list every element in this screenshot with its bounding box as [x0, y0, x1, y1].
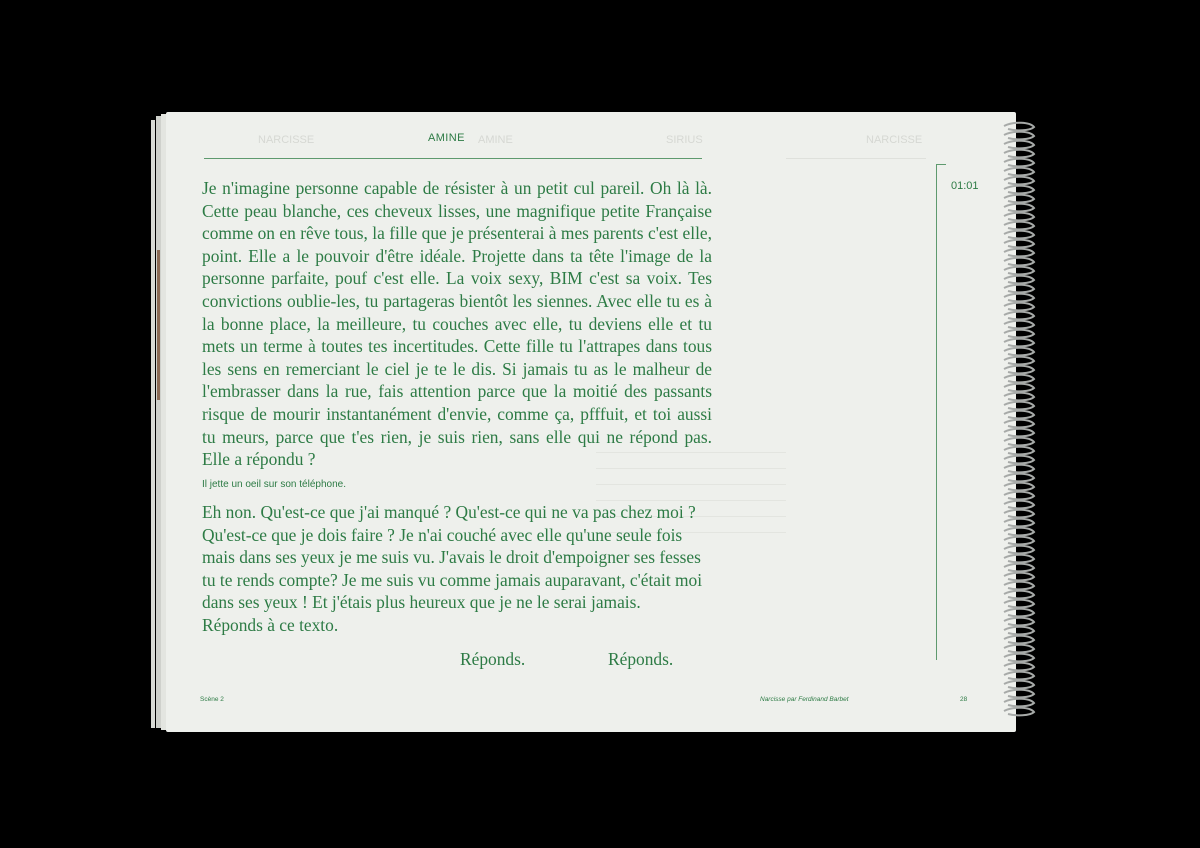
show-through-text: NARCISSE	[258, 134, 315, 146]
spiral-coil	[1004, 132, 1034, 140]
spiral-coil	[1004, 627, 1034, 635]
reponds-line: Réponds.	[608, 649, 674, 669]
spiral-coil	[1004, 582, 1034, 590]
spiral-coil	[1004, 654, 1034, 662]
spiral-coil	[1004, 501, 1034, 509]
spiral-coil	[1004, 240, 1034, 248]
spiral-coil	[1004, 699, 1034, 707]
spiral-coil	[1004, 519, 1034, 527]
spiral-coil	[1004, 483, 1034, 491]
spiral-coil	[1004, 141, 1034, 149]
spiral-coil	[1004, 303, 1034, 311]
spiral-coil	[1004, 249, 1034, 257]
show-through-text: SIRIUS	[666, 134, 703, 146]
spiral-coil	[1004, 258, 1034, 266]
spiral-coil	[1004, 393, 1034, 401]
spiral-coil	[1004, 429, 1034, 437]
spiral-coil	[1004, 636, 1034, 644]
spiral-coil	[1004, 375, 1034, 383]
spiral-coil	[1004, 276, 1034, 284]
spiral-coil	[1004, 618, 1034, 626]
spiral-coil	[1004, 177, 1034, 185]
spiral-coil	[1004, 591, 1034, 599]
monologue-paragraph: Eh non. Qu'est-ce que j'ai manqué ? Qu'est-ce qui ne va pas chez moi ? Qu'est-ce que je dois faire ? Je n'ai couché avec elle qu'une seule fois mais dans ses yeux je me suis vu. J'avais le droit d'empoigner ses fesses tu te rends compte? Je me suis vu comme jamais auparavant, c'était moi dans ses yeux ! Et j'étais plus heureux que je ne le serai jamais. Réponds à ce texto.	[202, 502, 703, 635]
spiral-coil	[1004, 159, 1034, 167]
reponds-line: Réponds.	[460, 649, 526, 669]
spiral-coil	[1004, 384, 1034, 392]
spiral-coil	[1004, 195, 1034, 203]
spiral-coil	[1004, 366, 1034, 374]
spiral-coil	[1004, 348, 1034, 356]
spiral-coil	[1004, 645, 1034, 653]
spiral-coil	[1004, 222, 1034, 230]
spiral-coil	[1004, 357, 1034, 365]
show-through-rule	[786, 158, 926, 159]
header-rule	[204, 158, 702, 159]
spiral-coil	[1004, 573, 1034, 581]
show-through-text: NARCISSE	[866, 134, 923, 146]
spiral-coil	[1004, 447, 1034, 455]
spiral-coil	[1004, 555, 1034, 563]
show-through-text: AMINE	[478, 134, 513, 146]
spiral-coil	[1004, 402, 1034, 410]
spiral-coil	[1004, 312, 1034, 320]
spiral-coil	[1004, 681, 1034, 689]
spiral-coil	[1004, 150, 1034, 158]
footer-credit: Narcisse par Ferdinand Barbet	[760, 696, 849, 703]
spiral-coil	[1004, 294, 1034, 302]
timeline-tick	[936, 164, 946, 165]
monologue-paragraph: Je n'imagine personne capable de résister à un petit cul pareil. Oh là là. Cette peau blanche, ces cheveux lisses, une magnifique petite Française comme on en rêve tous, la fille que je présenterai à mes parents c'est elle, point. Elle a le pouvoir d'être idéale. Projette dans ta tête l'image de la personne parfaite, pouf c'est elle. La voix sexy, BIM c'est sa voix. Tes convictions oublie-les, tu partageras bientôt les siennes. Avec elle tu es à la bonne place, la meilleure, tu couches avec elle, tu deviens elle et tu mets un terme à toutes tes incertitudes. Cette fille tu l'attrapes dans tous les sens en remerciant le ciel je te le dis. Si jamais tu as le malheur de l'embrasser dans la rue, fais attention parce que la moitié des passants risque de mourir instantanément d'envie, comme ça, pfffuit, et toi aussi tu meurs, parce que t'es rien, je suis rien, sans elle qui ne répond pas. Elle a répondu ?	[202, 178, 712, 470]
spiral-coil	[1004, 123, 1034, 131]
spiral-coil	[1004, 186, 1034, 194]
spiral-binding	[1000, 120, 1040, 720]
spiral-coil	[1004, 465, 1034, 473]
timeline-rule	[936, 164, 937, 660]
spiral-coil	[1004, 537, 1034, 545]
spiral-coil	[1004, 510, 1034, 518]
spiral-coil	[1004, 708, 1034, 716]
spiral-coil	[1004, 492, 1034, 500]
spiral-coil	[1004, 600, 1034, 608]
spiral-coil	[1004, 339, 1034, 347]
booklet-page	[166, 112, 1016, 732]
timecode: 01:01	[951, 180, 979, 192]
spiral-coil	[1004, 330, 1034, 338]
spiral-coil	[1004, 690, 1034, 698]
spiral-coil	[1004, 546, 1034, 554]
spiral-coil	[1004, 420, 1034, 428]
spiral-coil	[1004, 231, 1034, 239]
stage-direction: Il jette un oeil sur son téléphone.	[202, 479, 346, 490]
spiral-coil	[1004, 564, 1034, 572]
page-number: 28	[960, 696, 968, 703]
page-stack-edge	[151, 120, 155, 728]
character-name: AMINE	[428, 132, 465, 144]
spiral-coil	[1004, 456, 1034, 464]
footer-scene: Scène 2	[200, 696, 224, 703]
spiral-coil	[1004, 267, 1034, 275]
spiral-coil	[1004, 672, 1034, 680]
spiral-coil	[1004, 474, 1034, 482]
spiral-coil	[1004, 213, 1034, 221]
spiral-coil	[1004, 168, 1034, 176]
page-stack-edge-colored	[157, 250, 160, 400]
spiral-coil	[1004, 609, 1034, 617]
spiral-coil	[1004, 321, 1034, 329]
spiral-coil	[1004, 528, 1034, 536]
spiral-coil	[1004, 663, 1034, 671]
spiral-coil	[1004, 204, 1034, 212]
spiral-coil	[1004, 411, 1034, 419]
spiral-coil	[1004, 285, 1034, 293]
spiral-coil	[1004, 438, 1034, 446]
